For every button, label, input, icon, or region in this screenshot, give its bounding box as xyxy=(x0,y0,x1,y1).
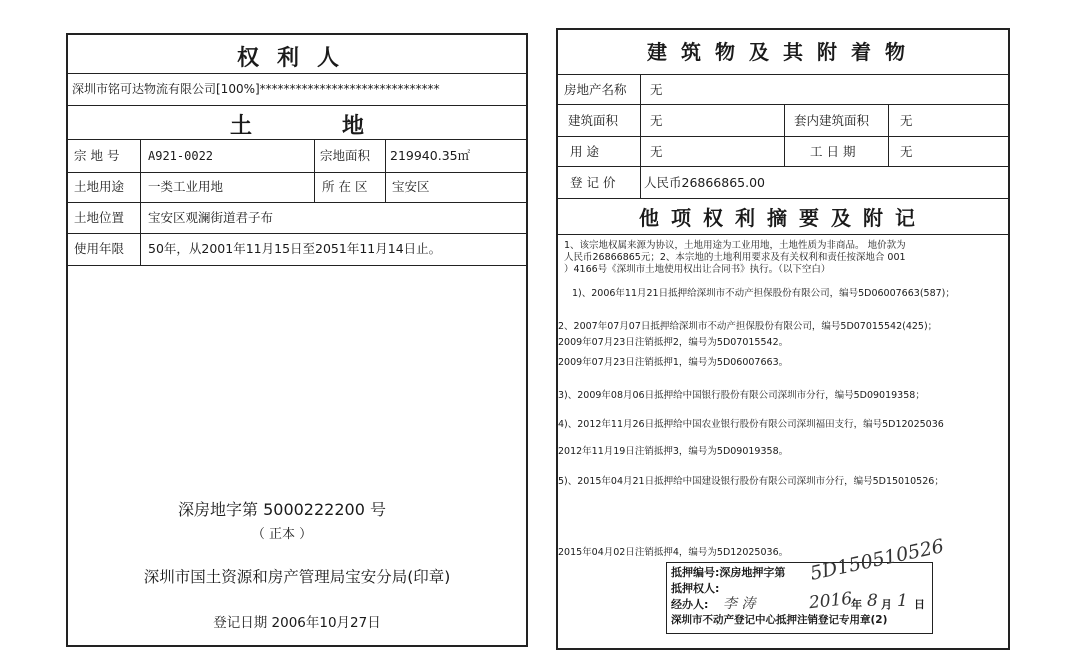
use-term-label: 使用年限 xyxy=(74,241,125,256)
inner-area-value: 无 xyxy=(900,113,913,128)
land-header: 土地 xyxy=(229,114,454,139)
registered-price-label: 登 记 价 xyxy=(570,175,616,190)
land-location-label: 土地位置 xyxy=(74,210,125,225)
owner-header: 权利人 xyxy=(236,46,357,71)
floor-area-value: 无 xyxy=(650,113,663,128)
district-value: 宝安区 xyxy=(392,179,430,194)
note-line: 1、该宗地权属来源为协议，土地用途为工业用地，土地性质为非商品。 地价款为 xyxy=(564,240,906,251)
completion-date-value: 无 xyxy=(900,144,913,159)
other-rights-header: 他项权利摘要及附记 xyxy=(639,206,927,230)
land-parcel-no-value: A921-0022 xyxy=(148,149,214,163)
usage-label: 用 途 xyxy=(570,144,599,159)
inner-area-label: 套内建筑面积 xyxy=(794,113,870,128)
building-header: 建筑物及其附着物 xyxy=(647,40,919,64)
note-line: ）4166号《深圳市土地使用权出让合同书》执行。（以下空白） xyxy=(564,264,831,275)
certificate-right-page xyxy=(556,28,1010,650)
stamp-date-day: 1 xyxy=(897,591,908,611)
land-parcel-no-label: 宗 地 号 xyxy=(74,148,120,163)
stamp-date-month: 8 xyxy=(867,591,878,611)
mortgage-cancel: 2012年11月19日注销抵押3，编号为5D09019358。 xyxy=(558,446,789,457)
registered-price-value: 人民币26866865.00 xyxy=(644,175,766,190)
use-term-value: 50年，从2001年11月15日至2051年11月14日止。 xyxy=(148,241,442,256)
mortgage-record: 3)、2009年08月06日抵押给中国银行股份有限公司深圳市分行，编号5D09019358； xyxy=(558,390,925,401)
mortgage-record: 1)、2006年11月21日抵押给深圳市不动产担保股份有限公司，编号5D06007663(587)； xyxy=(572,288,955,299)
stamp-date-year: 2016 xyxy=(808,588,854,614)
mortgage-cancel: 2009年07月23日注销抵押2，编号为5D07015542。 xyxy=(558,337,789,348)
land-location-value: 宝安区观澜街道君子布 xyxy=(148,210,274,225)
district-label: 所 在 区 xyxy=(322,179,368,194)
mortgage-record: 2、2007年07月07日抵押给深圳市不动产担保股份有限公司，编号5D07015542(425)； xyxy=(558,321,938,332)
mortgage-cancel: 2009年07月23日注销抵押1，编号为5D06007663。 xyxy=(558,357,789,368)
mortgage-cancel: 2015年04月02日注销抵押4，编号为5D12025036。 xyxy=(558,547,789,558)
stamp-handler-name: 李 涛 xyxy=(723,596,756,612)
mortgage-record: 4)、2012年11月26日抵押给中国农业银行股份有限公司深圳福田支行，编号5D12025036 xyxy=(558,419,944,430)
usage-value: 无 xyxy=(650,144,663,159)
certificate-type: （ 正本 ） xyxy=(251,527,313,542)
property-name-label: 房地产名称 xyxy=(564,82,627,97)
certificate-left-page xyxy=(66,33,528,647)
stamp-month-label: 月 xyxy=(881,598,892,611)
mortgage-record: 5)、2015年04月21日抵押给中国建设银行股份有限公司深圳市分行，编号5D15010526； xyxy=(558,476,944,487)
registration-date: 登记日期 2006年10月27日 xyxy=(213,615,381,631)
owner-name: 深圳市铭可达物流有限公司[100%]****************************** xyxy=(72,82,440,96)
land-use-value: 一类工业用地 xyxy=(148,179,224,194)
land-area-value: 219940.35㎡ xyxy=(390,148,471,163)
stamp-handwritten-number: 5D150510526 xyxy=(808,535,946,585)
floor-area-label: 建筑面积 xyxy=(568,113,619,128)
stamp-mortgage-no-label: 抵押编号:深房地押字第 xyxy=(671,566,786,579)
note-line: 人民币26866865元；2、本宗地的土地利用要求及有关权利和责任按深地合 001 xyxy=(564,252,906,263)
stamp-year-label: 年 xyxy=(851,598,862,611)
stamp-handler-label: 经办人: xyxy=(671,598,709,611)
stamp-registration-seal: 深圳市不动产登记中心抵押注销登记专用章(2) xyxy=(671,614,888,626)
property-name-value: 无 xyxy=(650,82,663,97)
stamp-mortgagee-label: 抵押权人: xyxy=(671,582,720,595)
completion-date-label: 工 日 期 xyxy=(810,144,856,159)
certificate-number: 深房地字第 5000222200 号 xyxy=(178,500,386,519)
issuing-authority: 深圳市国土资源和房产管理局宝安分局(印章) xyxy=(143,568,451,586)
land-use-label: 土地用途 xyxy=(74,179,125,194)
stamp-day-label: 日 xyxy=(914,598,925,611)
land-area-label: 宗地面积 xyxy=(320,148,371,163)
